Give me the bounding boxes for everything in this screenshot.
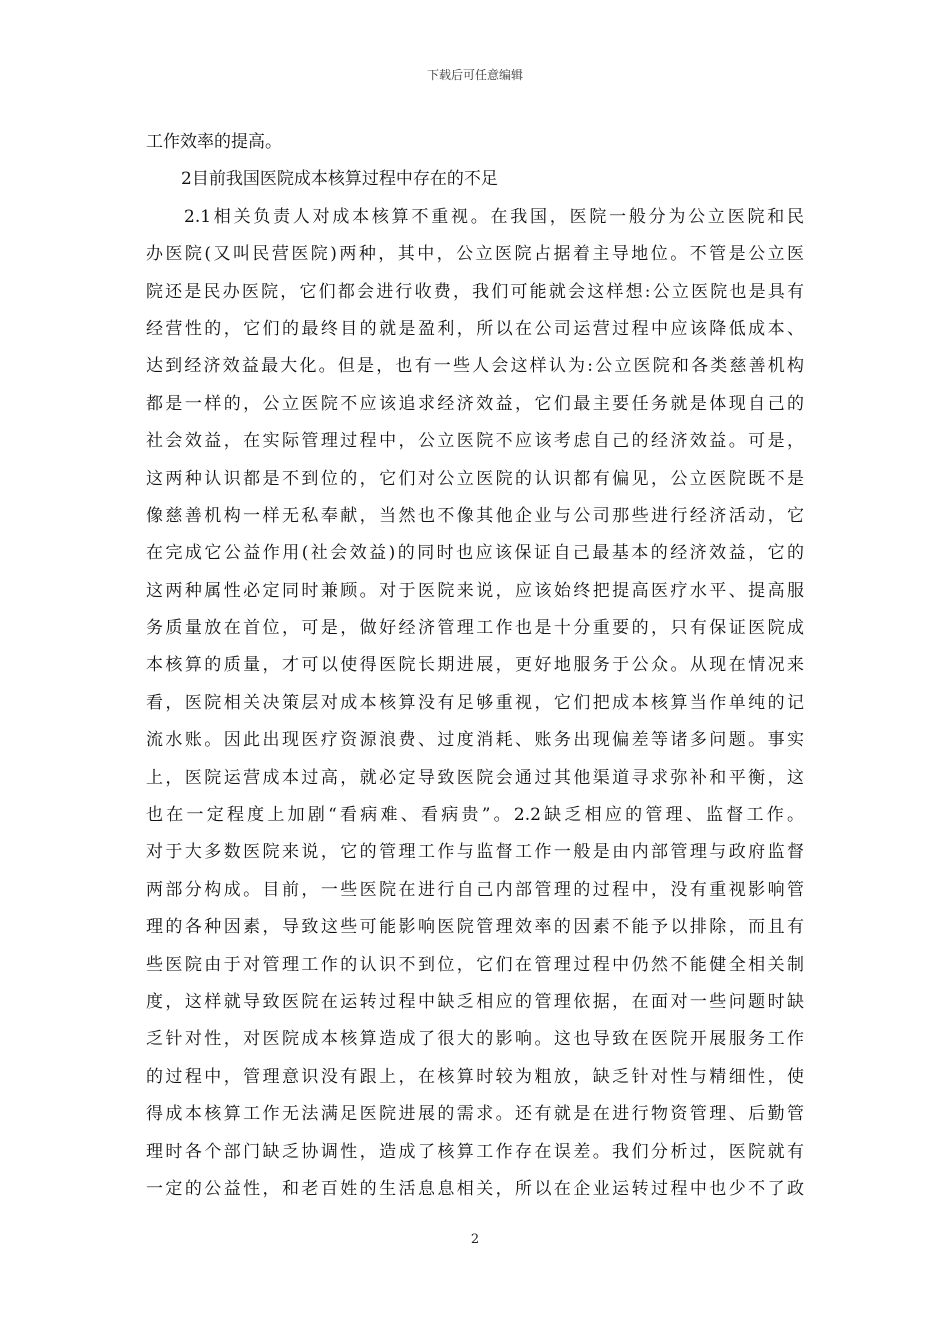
paragraph-line: 两部分构成。目前，一些医院在进行自己内部管理的过程中，没有重视影响管 [146,879,804,900]
paragraph-line: 工作效率的提高。 [146,132,282,152]
paragraph-line: 也在一定程度上加剧“看病难、看病贵”。2.2缺乏相应的管理、监督工作。 [146,805,804,826]
page-header: 下载后可任意编辑 [426,68,523,82]
section-heading: 2目前我国医院成本核算过程中存在的不足 [181,169,498,190]
paragraph-line: 办医院(又叫民营医院)两种，其中，公立医院占据着主导地位。不管是公立医 [146,244,804,265]
paragraph-line: 像慈善机构一样无私奉献，当然也不像其他企业与公司那些进行经济活动，它 [146,505,804,526]
paragraph-line: 上，医院运营成本过高，就必定导致医院会通过其他渠道寻求弥补和平衡，这 [146,767,804,788]
paragraph-line: 理时各个部门缺乏协调性，造成了核算工作存在误差。我们分析过，医院就有 [146,1141,804,1162]
paragraph-line: 对于大多数医院来说，它的管理工作与监督工作一般是由内部管理与政府监督 [146,842,804,863]
paragraph-line: 一定的公益性，和老百姓的生活息息相关，所以在企业运转过程中也少不了政 [146,1178,804,1199]
paragraph-line: 这两种认识都是不到位的，它们对公立医院的认识都有偏见，公立医院既不是 [146,468,804,489]
paragraph-line: 得成本核算工作无法满足医院进展的需求。还有就是在进行物资管理、后勤管 [146,1104,804,1125]
page-number: 2 [470,1232,480,1247]
paragraph-line: 都是一样的，公立医院不应该追求经济效益，它们最主要任务就是体现自己的 [146,393,804,414]
paragraph-line: 乏针对性，对医院成本核算造成了很大的影响。这也导致在医院开展服务工作 [146,1029,804,1050]
paragraph-line: 这两种属性必定同时兼顾。对于医院来说，应该始终把提高医疗水平、提高服 [146,580,804,601]
paragraph-line: 务质量放在首位，可是，做好经济管理工作也是十分重要的，只有保证医院成 [146,618,804,639]
document-body [146,124,804,1208]
paragraph-line: 院还是民办医院，它们都会进行收费，我们可能就会这样想:公立医院也是具有 [146,281,804,302]
paragraph-line: 在完成它公益作用(社会效益)的同时也应该保证自己最基本的经济效益，它的 [146,543,804,564]
paragraph-line: 流水账。因此出现医疗资源浪费、过度消耗、账务出现偏差等诸多问题。事实 [146,730,804,751]
paragraph-line: 些医院由于对管理工作的认识不到位，它们在管理过程中仍然不能健全相关制 [146,954,804,975]
paragraph-line: 本核算的质量，才可以使得医院长期进展，更好地服务于公众。从现在情况来 [146,655,804,676]
paragraph-line: 理的各种因素，导致这些可能影响医院管理效率的因素不能予以排除，而且有 [146,917,804,938]
paragraph-line: 达到经济效益最大化。但是，也有一些人会这样认为:公立医院和各类慈善机构 [146,356,804,377]
paragraph-line: 经营性的，它们的最终目的就是盈利，所以在公司运营过程中应该降低成本、 [146,318,804,339]
paragraph-line: 2.1相关负责人对成本核算不重视。在我国，医院一般分为公立医院和民 [184,206,804,227]
paragraph-line: 的过程中，管理意识没有跟上，在核算时较为粗放，缺乏针对性与精细性，使 [146,1066,804,1087]
paragraph-line: 度，这样就导致医院在运转过程中缺乏相应的管理依据，在面对一些问题时缺 [146,991,804,1012]
paragraph-line: 看，医院相关决策层对成本核算没有足够重视，它们把成本核算当作单纯的记 [146,692,804,713]
paragraph-line: 社会效益，在实际管理过程中，公立医院不应该考虑自己的经济效益。可是， [146,431,804,452]
